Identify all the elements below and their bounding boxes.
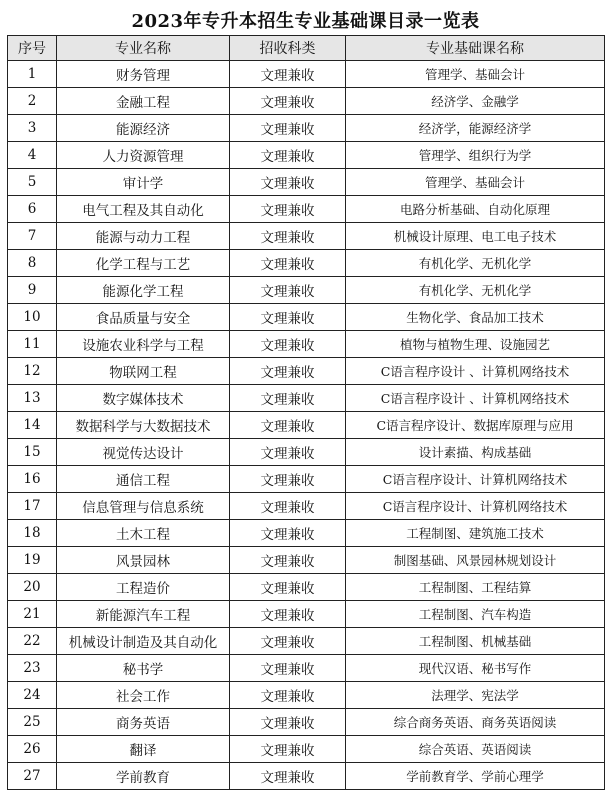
major-name-cell: 财务管理 bbox=[57, 61, 230, 88]
table-row bbox=[8, 412, 605, 439]
courses-cell: 综合商务英语、商务英语阅读 bbox=[346, 709, 605, 736]
courses-cell: 设计素描、构成基础 bbox=[346, 439, 605, 466]
table-row bbox=[8, 196, 605, 223]
table-row bbox=[8, 250, 605, 277]
row-number-cell: 5 bbox=[8, 169, 57, 196]
row-number-cell: 4 bbox=[8, 142, 57, 169]
courses-cell: 管理学、组织行为学 bbox=[346, 142, 605, 169]
row-number-cell: 25 bbox=[8, 709, 57, 736]
category-cell: 文理兼收 bbox=[230, 412, 346, 439]
major-name-cell: 化学工程与工艺 bbox=[57, 250, 230, 277]
courses-cell: 电路分析基础、自动化原理 bbox=[346, 196, 605, 223]
category-cell: 文理兼收 bbox=[230, 601, 346, 628]
category-cell: 文理兼收 bbox=[230, 439, 346, 466]
row-number-cell: 11 bbox=[8, 331, 57, 358]
table-row bbox=[8, 466, 605, 493]
row-number-cell: 2 bbox=[8, 88, 57, 115]
table-row bbox=[8, 169, 605, 196]
courses-cell: 植物与植物生理、设施园艺 bbox=[346, 331, 605, 358]
header-courses: 专业基础课名称 bbox=[346, 36, 605, 61]
courses-cell: C语言程序设计、计算机网络技术 bbox=[346, 493, 605, 520]
major-name-cell: 审计学 bbox=[57, 169, 230, 196]
category-cell: 文理兼收 bbox=[230, 250, 346, 277]
row-number-cell: 26 bbox=[8, 736, 57, 763]
row-number-cell: 24 bbox=[8, 682, 57, 709]
row-number-cell: 1 bbox=[8, 61, 57, 88]
courses-cell: 管理学、基础会计 bbox=[346, 169, 605, 196]
category-cell: 文理兼收 bbox=[230, 88, 346, 115]
major-name-cell: 数字媒体技术 bbox=[57, 385, 230, 412]
major-name-cell: 视觉传达设计 bbox=[57, 439, 230, 466]
table-row bbox=[8, 88, 605, 115]
courses-cell: 学前教育学、学前心理学 bbox=[346, 763, 605, 790]
table-row bbox=[8, 655, 605, 682]
courses-cell: 法理学、宪法学 bbox=[346, 682, 605, 709]
category-cell: 文理兼收 bbox=[230, 385, 346, 412]
courses-cell: 管理学、基础会计 bbox=[346, 61, 605, 88]
major-name-cell: 社会工作 bbox=[57, 682, 230, 709]
row-number-cell: 15 bbox=[8, 439, 57, 466]
courses-cell: 现代汉语、秘书写作 bbox=[346, 655, 605, 682]
category-cell: 文理兼收 bbox=[230, 331, 346, 358]
row-number-cell: 18 bbox=[8, 520, 57, 547]
courses-cell: 有机化学、无机化学 bbox=[346, 250, 605, 277]
major-name-cell: 人力资源管理 bbox=[57, 142, 230, 169]
header-category: 招收科类 bbox=[230, 36, 346, 61]
category-cell: 文理兼收 bbox=[230, 196, 346, 223]
major-table bbox=[7, 35, 605, 790]
courses-cell: C语言程序设计 、计算机网络技术 bbox=[346, 385, 605, 412]
major-name-cell: 能源经济 bbox=[57, 115, 230, 142]
table-row bbox=[8, 142, 605, 169]
row-number-cell: 13 bbox=[8, 385, 57, 412]
courses-cell: 工程制图、工程结算 bbox=[346, 574, 605, 601]
page-title: 2023年专升本招生专业基础课目录一览表 bbox=[131, 11, 480, 32]
category-cell: 文理兼收 bbox=[230, 358, 346, 385]
courses-cell: 经济学，能源经济学 bbox=[346, 115, 605, 142]
major-name-cell: 数据科学与大数据技术 bbox=[57, 412, 230, 439]
category-cell: 文理兼收 bbox=[230, 277, 346, 304]
major-name-cell: 工程造价 bbox=[57, 574, 230, 601]
category-cell: 文理兼收 bbox=[230, 763, 346, 790]
table-row bbox=[8, 439, 605, 466]
row-number-cell: 3 bbox=[8, 115, 57, 142]
header-seq: 序号 bbox=[8, 36, 57, 61]
category-cell: 文理兼收 bbox=[230, 223, 346, 250]
category-cell: 文理兼收 bbox=[230, 169, 346, 196]
row-number-cell: 8 bbox=[8, 250, 57, 277]
table-row bbox=[8, 628, 605, 655]
major-name-cell: 商务英语 bbox=[57, 709, 230, 736]
category-cell: 文理兼收 bbox=[230, 628, 346, 655]
category-cell: 文理兼收 bbox=[230, 304, 346, 331]
table-row bbox=[8, 223, 605, 250]
category-cell: 文理兼收 bbox=[230, 682, 346, 709]
row-number-cell: 20 bbox=[8, 574, 57, 601]
category-cell: 文理兼收 bbox=[230, 466, 346, 493]
table-row bbox=[8, 358, 605, 385]
major-name-cell: 金融工程 bbox=[57, 88, 230, 115]
major-name-cell: 电气工程及其自动化 bbox=[57, 196, 230, 223]
courses-cell: 有机化学、无机化学 bbox=[346, 277, 605, 304]
courses-cell: 经济学、金融学 bbox=[346, 88, 605, 115]
category-cell: 文理兼收 bbox=[230, 655, 346, 682]
category-cell: 文理兼收 bbox=[230, 61, 346, 88]
header-major: 专业名称 bbox=[57, 36, 230, 61]
major-name-cell: 翻译 bbox=[57, 736, 230, 763]
major-name-cell: 物联网工程 bbox=[57, 358, 230, 385]
major-name-cell: 信息管理与信息系统 bbox=[57, 493, 230, 520]
courses-cell: C语言程序设计、计算机网络技术 bbox=[346, 466, 605, 493]
category-cell: 文理兼收 bbox=[230, 115, 346, 142]
row-number-cell: 10 bbox=[8, 304, 57, 331]
row-number-cell: 9 bbox=[8, 277, 57, 304]
major-name-cell: 风景园林 bbox=[57, 547, 230, 574]
row-number-cell: 14 bbox=[8, 412, 57, 439]
courses-cell: C语言程序设计、数据库原理与应用 bbox=[346, 412, 605, 439]
row-number-cell: 7 bbox=[8, 223, 57, 250]
category-cell: 文理兼收 bbox=[230, 142, 346, 169]
row-number-cell: 23 bbox=[8, 655, 57, 682]
table-row bbox=[8, 574, 605, 601]
table-row bbox=[8, 277, 605, 304]
major-name-cell: 机械设计制造及其自动化 bbox=[57, 628, 230, 655]
courses-cell: 机械设计原理、电工电子技术 bbox=[346, 223, 605, 250]
table-row bbox=[8, 682, 605, 709]
row-number-cell: 22 bbox=[8, 628, 57, 655]
table-row bbox=[8, 736, 605, 763]
courses-cell: 制图基础、风景园林规划设计 bbox=[346, 547, 605, 574]
table-row bbox=[8, 331, 605, 358]
table-row bbox=[8, 709, 605, 736]
category-cell: 文理兼收 bbox=[230, 709, 346, 736]
category-cell: 文理兼收 bbox=[230, 574, 346, 601]
row-number-cell: 21 bbox=[8, 601, 57, 628]
courses-cell: 工程制图、汽车构造 bbox=[346, 601, 605, 628]
category-cell: 文理兼收 bbox=[230, 493, 346, 520]
row-number-cell: 16 bbox=[8, 466, 57, 493]
document bbox=[7, 8, 604, 790]
major-name-cell: 通信工程 bbox=[57, 466, 230, 493]
major-name-cell: 食品质量与安全 bbox=[57, 304, 230, 331]
courses-cell: 综合英语、英语阅读 bbox=[346, 736, 605, 763]
major-name-cell: 能源与动力工程 bbox=[57, 223, 230, 250]
row-number-cell: 27 bbox=[8, 763, 57, 790]
table-row bbox=[8, 115, 605, 142]
header-row bbox=[8, 36, 605, 61]
major-name-cell: 学前教育 bbox=[57, 763, 230, 790]
table-row bbox=[8, 385, 605, 412]
table-row bbox=[8, 493, 605, 520]
courses-cell: C语言程序设计 、计算机网络技术 bbox=[346, 358, 605, 385]
row-number-cell: 6 bbox=[8, 196, 57, 223]
category-cell: 文理兼收 bbox=[230, 736, 346, 763]
courses-cell: 工程制图、机械基础 bbox=[346, 628, 605, 655]
table-row bbox=[8, 61, 605, 88]
major-name-cell: 秘书学 bbox=[57, 655, 230, 682]
row-number-cell: 12 bbox=[8, 358, 57, 385]
table-row bbox=[8, 520, 605, 547]
major-name-cell: 土木工程 bbox=[57, 520, 230, 547]
courses-cell: 生物化学、食品加工技术 bbox=[346, 304, 605, 331]
category-cell: 文理兼收 bbox=[230, 547, 346, 574]
courses-cell: 工程制图、建筑施工技术 bbox=[346, 520, 605, 547]
major-name-cell: 设施农业科学与工程 bbox=[57, 331, 230, 358]
row-number-cell: 19 bbox=[8, 547, 57, 574]
table-row bbox=[8, 601, 605, 628]
table-row bbox=[8, 304, 605, 331]
major-name-cell: 能源化学工程 bbox=[57, 277, 230, 304]
row-number-cell: 17 bbox=[8, 493, 57, 520]
table-row bbox=[8, 547, 605, 574]
major-name-cell: 新能源汽车工程 bbox=[57, 601, 230, 628]
category-cell: 文理兼收 bbox=[230, 520, 346, 547]
table-row bbox=[8, 763, 605, 790]
